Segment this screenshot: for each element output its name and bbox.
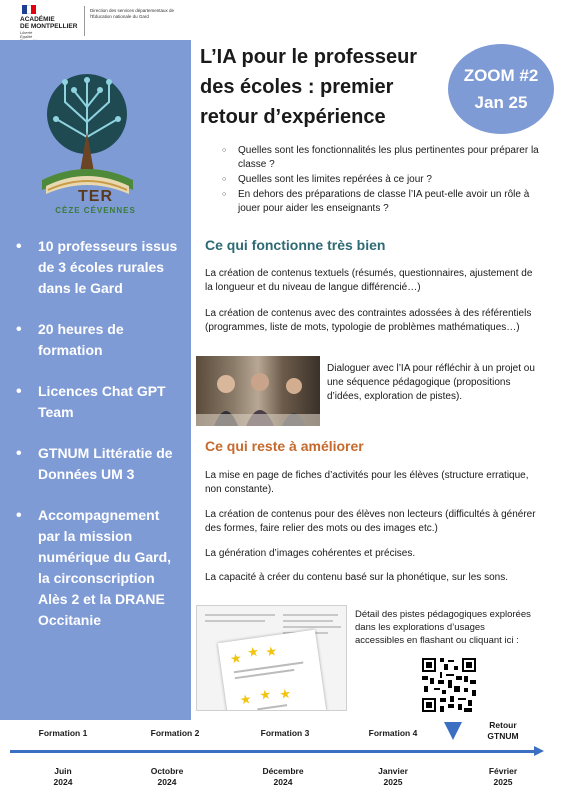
works-well-heading: Ce qui fonctionne très bien: [205, 237, 386, 253]
list-item: ○ Quelles sont les limites repérées à ce jour ?: [222, 173, 540, 187]
dsden-label: Direction des services départementaux de l'Éducation nationale du Gard: [90, 8, 175, 19]
usage-document-thumbnail: [196, 605, 347, 711]
qr-code-icon[interactable]: [420, 656, 478, 714]
left-panel: [0, 40, 191, 720]
teachers-photo: [196, 356, 320, 426]
timeline-axis: [10, 750, 536, 753]
to-improve-item: La mise en page de fiches d’activités pour les élèves (structure erratique, non constante).: [205, 470, 529, 495]
to-improve-item: La génération d’images cohérentes et précises.: [205, 548, 416, 559]
republic-motto: Liberté Égalité: [20, 30, 33, 39]
detail-text: Détail des pistes pédagogiques explorées dans les explorations d’usages accessibles en flashant ou cliquant ici :: [355, 609, 531, 646]
list-item: ○ Quelles sont les fonctionnalités les plus pertinentes pour préparer la classe ?: [222, 144, 540, 172]
timeline-date: Janvier 2025: [378, 766, 408, 787]
timeline-arrow-icon: [534, 746, 544, 756]
timeline-event: Formation 3: [260, 728, 310, 738]
page-header: [0, 0, 570, 40]
list-item: • Accompagnement par la mission numérique du Gard, la circonscription Alès 2 et la DRANE Occitanie: [14, 505, 184, 631]
zoom-badge-date: Jan 25: [474, 93, 528, 112]
to-improve-heading: Ce qui reste à améliorer: [205, 438, 364, 454]
timeline-event: Formation 1: [38, 728, 88, 738]
zoom-badge: [448, 44, 554, 134]
teachers-photo-illustration: [196, 356, 320, 426]
timeline-event: Formation 2: [150, 728, 200, 738]
key-facts-list: [14, 236, 184, 651]
works-well-item: La création de contenus textuels (résumés, questionnaires, ajustement de la longueur et du niveau de langue différencié…): [205, 268, 533, 293]
timeline-current-marker-icon: [444, 722, 462, 740]
to-improve-item: La capacité à créer du contenu basé sur la phonétique, sur les sons.: [205, 572, 508, 583]
logo-title: TER: [78, 188, 113, 205]
timeline-date: Juin 2024: [53, 766, 73, 787]
timeline-date: Décembre 2024: [262, 766, 304, 787]
page-title: L’IA pour le professeur des écoles : premier retour d’expérience: [200, 46, 418, 128]
list-item: • GTNUM Littératie de Données UM 3: [14, 443, 184, 485]
works-well-item: Dialoguer avec l’IA pour réfléchir à un projet ou une séquence pédagogique (propositions d’idées, exploration de pistes).: [327, 363, 535, 402]
timeline-event: Retour GTNUM: [487, 720, 519, 741]
rotated-page: ★ ★ ★ ★ ★ ★: [218, 630, 326, 711]
questions-list: [222, 144, 540, 217]
header-divider: [84, 6, 85, 36]
to-improve-item: La création de contenus pour des élèves non lecteurs (difficultés à générer des formes, faire relier des mots ou des images etc.): [205, 509, 536, 534]
list-item: • 20 heures de formation: [14, 319, 184, 361]
works-well-item: La création de contenus avec des contraintes adossées à des référentiels (programmes, liste de mots, typologie de problèmes mathématiques…): [205, 308, 532, 333]
timeline-date: Février 2025: [488, 766, 518, 787]
list-item: ○ En dehors des préparations de classe l’IA peut-elle avoir un rôle à jouer pour aider les enseignants ?: [222, 188, 540, 216]
timeline-event: Formation 4: [368, 728, 418, 738]
academy-name: ACADÉMIE DE MONTPELLIER: [20, 16, 78, 30]
french-flag-icon: [22, 5, 36, 14]
timeline-date: Octobre 2024: [150, 766, 184, 787]
qr-code-graphic: [420, 656, 478, 714]
logo-subtitle: CÈZE CÉVENNES: [55, 206, 136, 215]
zoom-badge-number: ZOOM #2: [463, 66, 539, 85]
list-item: • 10 professeurs issus de 3 écoles rurales dans le Gard: [14, 236, 184, 299]
list-item: • Licences Chat GPT Team: [14, 381, 184, 423]
